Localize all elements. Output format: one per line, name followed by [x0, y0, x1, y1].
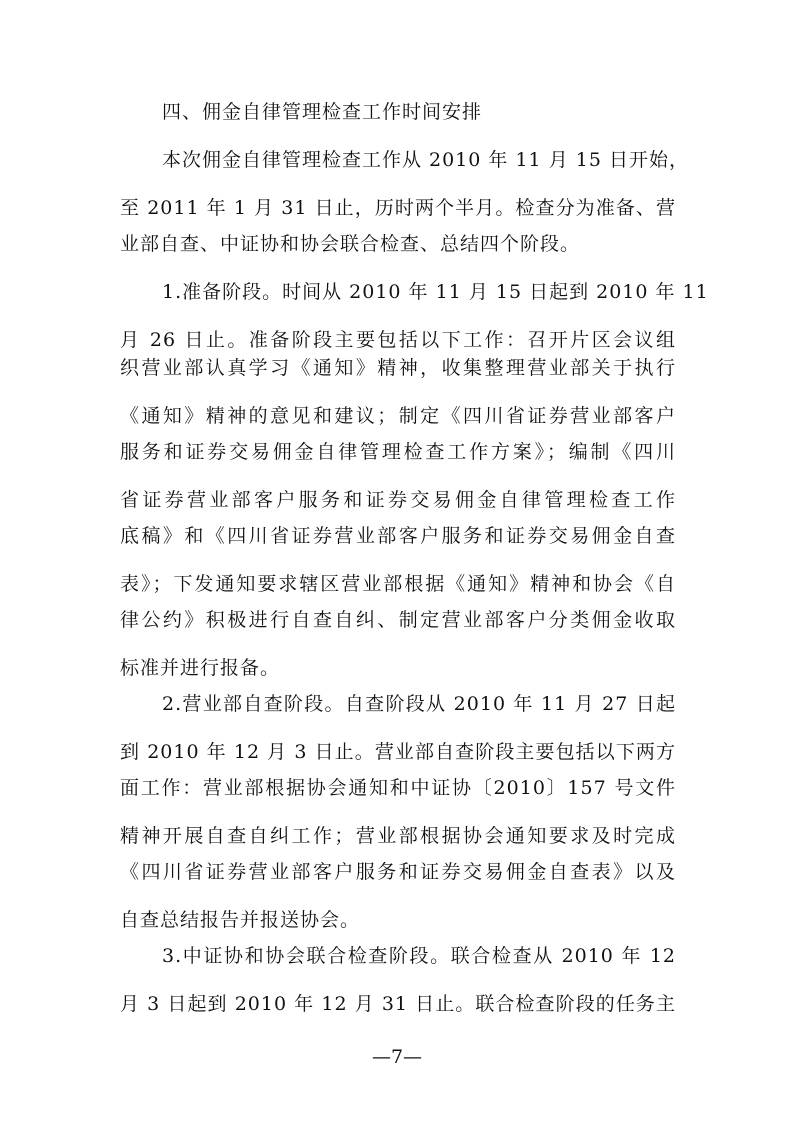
paragraph-line: 面工作：营业部根据协会通知和中证协〔2010〕157 号文件 [120, 777, 676, 799]
paragraph-line: 律公约》积极进行自查自纠、制定营业部客户分类佣金收取 [120, 609, 676, 631]
paragraph-line: 《四川省证券营业部客户服务和证券交易佣金自查表》以及 [120, 861, 676, 883]
paragraph-line: 《通知》精神的意见和建议；制定《四川省证券营业部客户 [120, 405, 676, 427]
section-heading: 四、佣金自律管理检查工作时间安排 [162, 101, 483, 123]
paragraph-line: 精神开展自查自纠工作；营业部根据协会通知要求及时完成 [120, 825, 676, 847]
paragraph-line: 服务和证券交易佣金自律管理检查工作方案》；编制《四川 [120, 441, 676, 463]
paragraph-line: 1.准备阶段。时间从 2010 年 11 月 15 日起到 2010 年 11 [162, 281, 709, 303]
paragraph-line: 标准并进行报备。 [120, 657, 281, 679]
paragraph-line: 自查总结报告并报送协会。 [120, 909, 361, 931]
paragraph-line: 月 3 日起到 2010 年 12 月 31 日止。联合检查阶段的任务主 [120, 993, 676, 1015]
paragraph-line: 省证券营业部客户服务和证券交易佣金自律管理检查工作 [120, 489, 676, 511]
paragraph-line: 2.营业部自查阶段。自查阶段从 2010 年 11 月 27 日起 [162, 693, 676, 715]
paragraph-line: 底稿》和《四川省证券营业部客户服务和证券交易佣金自查 [120, 525, 676, 547]
paragraph-line: 本次佣金自律管理检查工作从 2010 年 11 月 15 日开始， [162, 149, 689, 171]
paragraph-line: 织营业部认真学习《通知》精神，收集整理营业部关于执行 [120, 357, 676, 379]
paragraph-line: 3.中证协和协会联合检查阶段。联合检查从 2010 年 12 [162, 945, 676, 967]
paragraph-line: 到 2010 年 12 月 3 日止。营业部自查阶段主要包括以下两方 [120, 741, 676, 763]
paragraph-line: 至 2011 年 1 月 31 日止，历时两个半月。检查分为准备、营 [120, 197, 676, 219]
page-number: —7— [371, 1046, 423, 1068]
paragraph-line: 业部自查、中证协和协会联合检查、总结四个阶段。 [120, 233, 581, 255]
paragraph-line: 表》；下发通知要求辖区营业部根据《通知》精神和协会《自 [120, 573, 676, 595]
paragraph-line: 月 26 日止。准备阶段主要包括以下工作：召开片区会议组 [120, 329, 676, 351]
